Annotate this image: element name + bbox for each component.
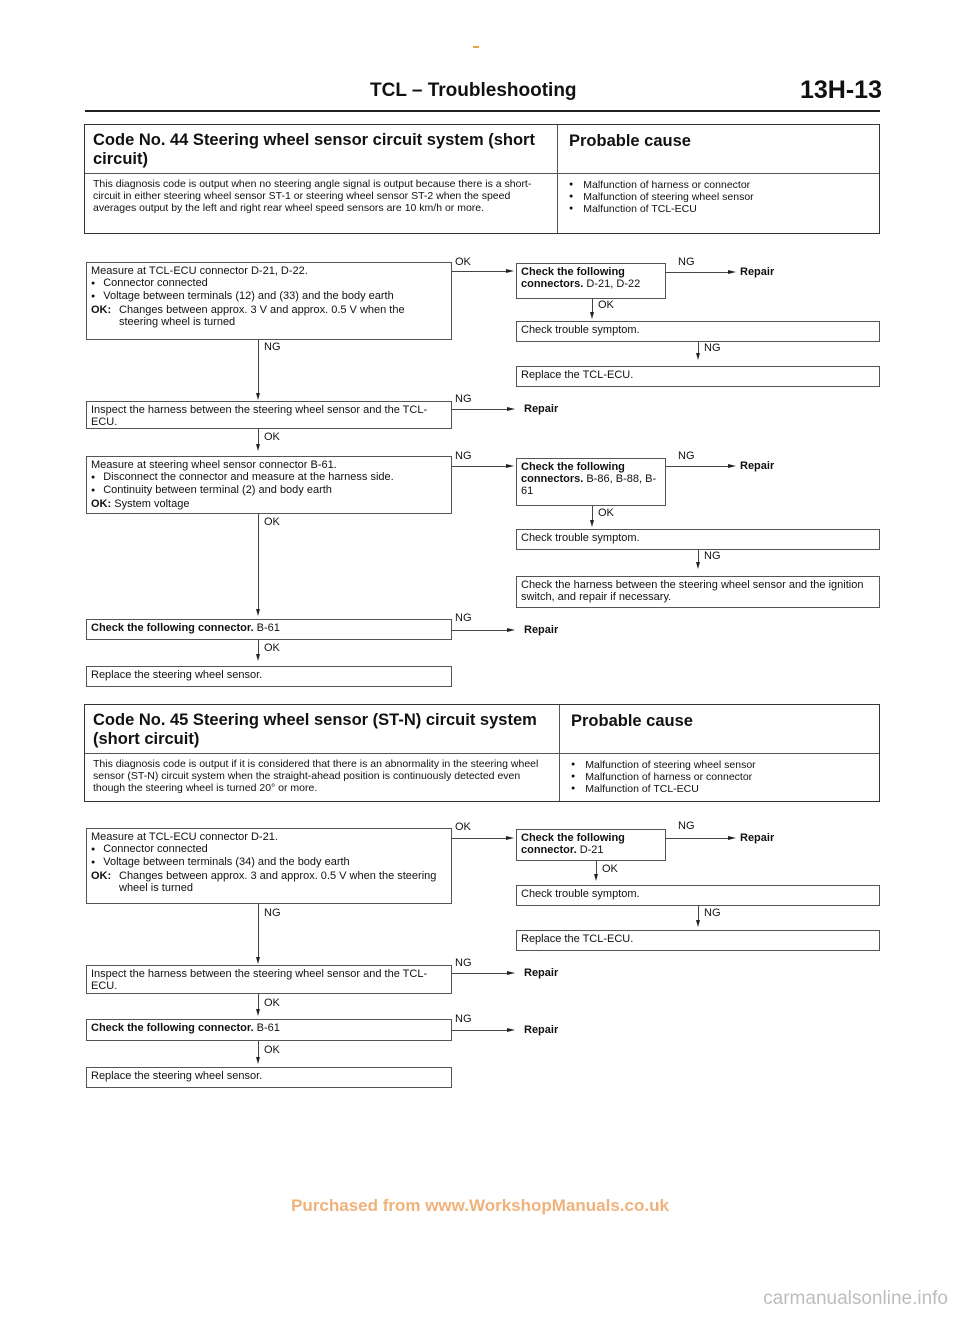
arrow-down (256, 1009, 260, 1016)
flow45-repair-2: Repair (524, 967, 559, 979)
flow44-connector (592, 506, 593, 521)
arrow-right (507, 1028, 515, 1032)
flow45-r3-box (516, 930, 880, 951)
flow44-step3-ok-label: OK: (91, 497, 112, 510)
flow45-step4-text: Replace the steering wheel sensor. (91, 1070, 263, 1082)
flow44-connector (452, 409, 508, 410)
flow45-r1-bold: Check the following connector. (521, 832, 625, 857)
flow45-step2-text: Inspect the harness between the steering wheel sensor and the TCL-ECU. (91, 968, 428, 993)
arrow-down (696, 353, 700, 360)
arrow-down (590, 520, 594, 527)
flow44-r1-box (516, 263, 666, 299)
flow44-step1-bullet: ● Connector connected (91, 277, 447, 290)
arrow-down (256, 1057, 260, 1064)
flow44-repair-r1: Repair (740, 266, 775, 278)
flow44-connector (258, 429, 259, 445)
flow45-connector (258, 1041, 259, 1058)
page-title: TCL – Troubleshooting (370, 80, 577, 101)
site-watermark: carmanualsonline.info (763, 1288, 948, 1309)
flow44-ok-label-2: OK (264, 431, 280, 443)
flow44-step5-text: Replace the steering wheel sensor. (91, 669, 263, 681)
flow44-ng-label-r2: NG (704, 342, 721, 354)
code-44-divider-h (85, 173, 879, 174)
flow45-connector (698, 906, 699, 921)
flow44-step1-ok-label: OK: (91, 303, 112, 316)
flow45-ok-label-2: OK (264, 997, 280, 1009)
flow44-step3-ok-text: System voltage (114, 497, 190, 510)
flow44-connector (452, 466, 507, 467)
flow44-step1-ok-text: Changes between approx. 3 V and approx. 0.5 V when the steering wheel is turned (119, 303, 405, 328)
flow44-ok-label-r4: OK (598, 507, 614, 519)
flow44-repair-4: Repair (524, 624, 559, 636)
flow44-connector (452, 630, 508, 631)
flow45-ok-label-r1: OK (602, 863, 618, 875)
flow44-connector (258, 640, 259, 655)
arrow-right (728, 270, 736, 274)
code-44-title: Code No. 44 Steering wheel sensor circuit system (short circuit) (93, 131, 535, 168)
arrow-down (696, 562, 700, 569)
flow45-connector (258, 904, 259, 958)
flow45-step1-ok-text: Changes between approx. 3 and approx. 0.5 V when the steering wheel is turned (119, 869, 437, 894)
code-45-probable-cause-heading: Probable cause (571, 712, 693, 730)
arrow-down (256, 957, 260, 964)
page-number: 13H-13 (800, 76, 882, 104)
flow44-step1-box (86, 262, 452, 340)
code-45-description: This diagnosis code is output if it is considered that there is an abnormality in the steering wheel sensor (ST-N) circuit system when the straight-ahead position is continuously detected even though the steering wheel is turned 20° or more. (93, 758, 539, 794)
flow44-ng-label-r5: NG (704, 550, 721, 562)
flow44-r3-box (516, 366, 880, 387)
flow45-r2-text: Check trouble symptom. (521, 888, 640, 900)
header-rule (85, 110, 880, 112)
flow45-ng-label-2: NG (455, 957, 472, 969)
flow45-r1-box (516, 829, 666, 861)
flow44-ok-label-1: OK (455, 256, 471, 268)
flow44-ng-label-1: NG (264, 341, 281, 353)
code-44-box (84, 124, 880, 234)
flow45-ng-label-r1: NG (678, 820, 695, 832)
flow45-connector (666, 838, 730, 839)
flow44-step4-bold: Check the following connector. (91, 622, 254, 634)
code-44-probable-cause-heading: Probable cause (569, 132, 691, 150)
flow45-ok-label-1: OK (455, 821, 471, 833)
flow45-step1-bullet: ● Voltage between terminals (34) and the body earth (91, 856, 447, 869)
flow45-step1-bullet: ● Connector connected (91, 843, 447, 856)
flow44-r1-bold: Check the following connectors. (521, 266, 625, 291)
flow45-connector (452, 838, 507, 839)
flow44-connector (258, 514, 259, 610)
flow45-connector (596, 861, 597, 875)
flow45-ng-label-r2: NG (704, 907, 721, 919)
flow44-r3-text: Replace the TCL-ECU. (521, 369, 634, 381)
arrow-down (590, 312, 594, 319)
flow44-r1-text: D-21, D-22 (586, 278, 641, 291)
flow45-repair-r1: Repair (740, 832, 775, 844)
arrow-down (256, 444, 260, 451)
decorative-dash (473, 46, 479, 48)
code-44-cause-list (569, 179, 754, 215)
cause-item: ● Malfunction of steering wheel sensor (571, 759, 756, 771)
arrow-down (594, 874, 598, 881)
flow45-step3-text: B-61 (256, 1022, 280, 1034)
flow45-ok-label-3: OK (264, 1044, 280, 1056)
flow44-repair-r4: Repair (740, 460, 775, 472)
flow44-step1-bullet: ● Voltage between terminals (12) and (33) and the body earth (91, 290, 447, 303)
flow44-r5-text: Check trouble symptom. (521, 532, 640, 544)
arrow-right (506, 269, 514, 273)
flow45-step3-bold: Check the following connector. (91, 1022, 254, 1034)
flow44-step4-text: B-61 (256, 622, 280, 634)
flow44-r6-box (516, 576, 880, 608)
flow44-r2-box (516, 321, 880, 342)
flow44-r2-text: Check trouble symptom. (521, 324, 640, 336)
code-45-divider-h (85, 753, 879, 754)
flow44-ng-label-2: NG (455, 393, 472, 405)
arrow-right (507, 971, 515, 975)
flow44-r6-text: Check the harness between the steering wheel sensor and the ignition switch, and repair if necessary. (521, 579, 864, 604)
cause-item: ● Malfunction of harness or connector (571, 771, 756, 783)
flow45-step3-box (86, 1019, 452, 1041)
flow44-r4-box (516, 458, 666, 506)
flow44-connector (666, 466, 730, 467)
cause-item: ● Malfunction of steering wheel sensor (569, 191, 754, 203)
flow44-step3-box (86, 456, 452, 514)
flow44-ok-label-4: OK (264, 642, 280, 654)
code-45-cause-list (571, 759, 756, 795)
flow45-step1-box (86, 828, 452, 904)
flow44-step2-box (86, 401, 452, 429)
flow44-connector (258, 340, 259, 394)
flow44-ok-label-r1: OK (598, 299, 614, 311)
flow44-r4-bold: Check the following connectors. (521, 461, 625, 486)
flow44-step1-title: Measure at TCL-ECU connector D-21, D-22. (91, 265, 308, 277)
flow44-r5-box (516, 529, 880, 550)
flow45-r1-text: D-21 (579, 844, 604, 857)
cause-item: ● Malfunction of harness or connector (569, 179, 754, 191)
arrow-right (506, 836, 514, 840)
cause-item: ● Malfunction of TCL-ECU (571, 783, 756, 795)
code-44-divider-v (557, 125, 558, 233)
footer-purchase-note: Purchased from www.WorkshopManuals.co.uk (291, 1196, 669, 1215)
flow45-connector (452, 1030, 508, 1031)
flow44-ok-label-3: OK (264, 516, 280, 528)
flow45-ng-label-3: NG (455, 1013, 472, 1025)
code-44-description: This diagnosis code is output when no steering angle signal is output because there is a short-circuit in either steering wheel sensor ST-1 or steering wheel sensor ST-2 when the speed averages output by the left and right rear wheel speed sensors are 10 km/h or more. (93, 178, 532, 214)
flow45-r3-text: Replace the TCL-ECU. (521, 933, 634, 945)
flow44-step5-box (86, 666, 452, 687)
flow44-r4-text: B-86, B-88, B-61 (521, 473, 657, 498)
flow45-connector (258, 994, 259, 1010)
flow45-r2-box (516, 885, 880, 906)
flow44-ng-label-3: NG (455, 450, 472, 462)
flow44-step3-bullet: ● Continuity between terminal (2) and body earth (91, 484, 447, 497)
arrow-right (507, 407, 515, 411)
cause-item: ● Malfunction of TCL-ECU (569, 203, 754, 215)
flow45-repair-3: Repair (524, 1024, 559, 1036)
arrow-down (256, 609, 260, 616)
code-45-box (84, 704, 880, 802)
flow44-step3-title: Measure at steering wheel sensor connector B-61. (91, 459, 337, 471)
flow44-connector (666, 272, 730, 273)
arrow-down (256, 393, 260, 400)
arrow-down (256, 654, 260, 661)
flow44-step2-text: Inspect the harness between the steering wheel sensor and the TCL-ECU. (91, 404, 428, 429)
flow45-step2-box (86, 965, 452, 994)
flow45-ng-label-1: NG (264, 907, 281, 919)
arrow-right (728, 464, 736, 468)
code-45-title: Code No. 45 Steering wheel sensor (ST-N) circuit system (short circuit) (93, 711, 537, 748)
flow45-step1-title: Measure at TCL-ECU connector D-21. (91, 831, 278, 843)
flow45-step1-ok-label: OK: (91, 869, 112, 882)
flow44-step4-box (86, 619, 452, 640)
flow44-step3-bullet: ● Disconnect the connector and measure at the harness side. (91, 471, 447, 484)
flow45-step4-box (86, 1067, 452, 1088)
arrow-down (696, 920, 700, 927)
flow44-ng-label-r4: NG (678, 450, 695, 462)
arrow-right (728, 836, 736, 840)
arrow-right (506, 464, 514, 468)
flow44-connector (592, 299, 593, 313)
arrow-right (507, 628, 515, 632)
flow44-connector (452, 271, 507, 272)
flow44-repair-2: Repair (524, 403, 559, 415)
flow44-ng-label-r1: NG (678, 256, 695, 268)
flow44-ng-label-4: NG (455, 612, 472, 624)
flow45-connector (452, 973, 508, 974)
